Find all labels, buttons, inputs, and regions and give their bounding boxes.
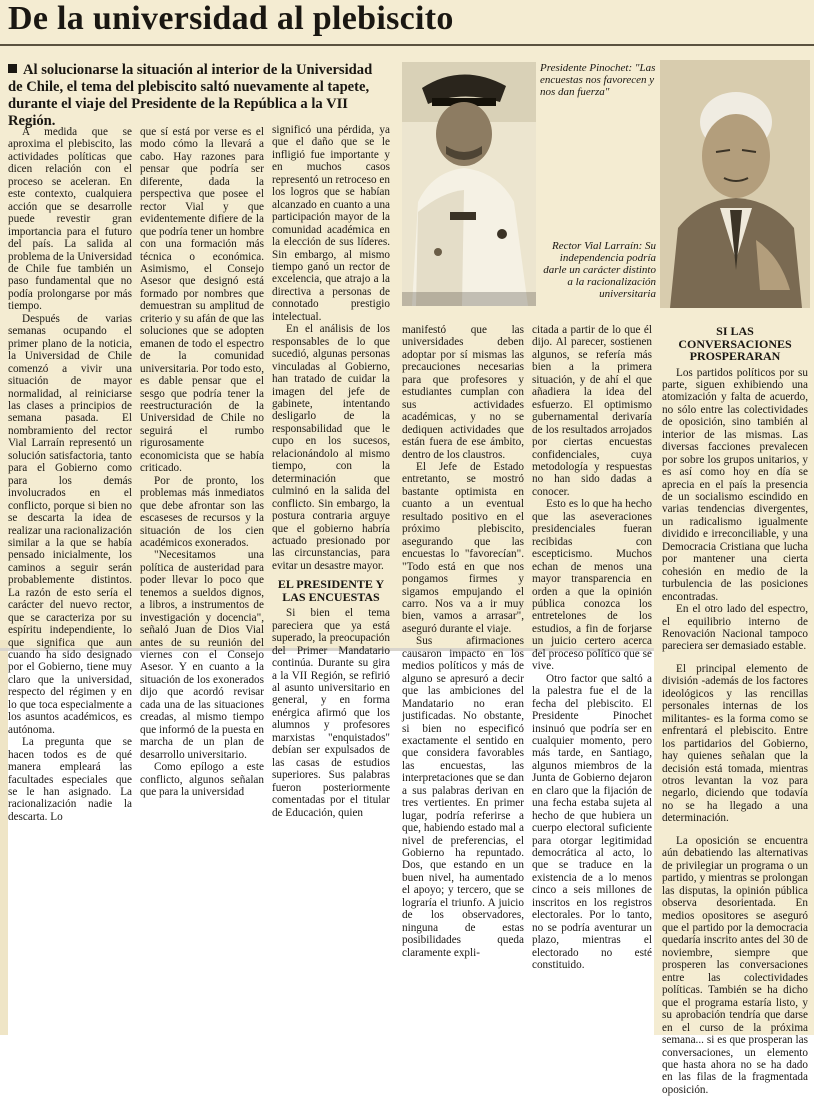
- article-column-2: [140, 126, 264, 798]
- paragraph: Esto es lo que ha hecho que las aseveraciones presidenciales fueran recibidas con escepticismo. Muchos echan de menos una mayor transparencia en orden a que la opinión pública conozca los entretelones de los estudios, a fin de forjarse un juicio certero acerca del proceso político que se vive.: [532, 498, 652, 673]
- clipping-left-strip: [0, 640, 8, 1035]
- paragraph: Otro factor que saltó a la palestra fue el de la fecha del plebiscito. El Presidente Pinochet insinuó que podría ser en cualquier momento, pero más tarde, en Santiago, algunos miembros de la Junta de Gobierno dejaron en claro que la fijación de una fecha estaba sujeta al hecho de que hubiera un cuerpo electoral suficiente para otorgar legitimidad democrática al acto, lo que se traduce en la existencia de a lo menos cinco a seis millones de inscritos en los registros electorales. Por lo tanto, no se podría aventurar un plazo, mientras el electorado no esté constituido.: [532, 672, 652, 972]
- section-heading-encuestas: EL PRESIDENTE Y LAS ENCUESTAS: [277, 577, 385, 604]
- photo-pinochet-image: [402, 62, 536, 306]
- lead-square-bullet-icon: [8, 64, 17, 73]
- lead-text: Al solucionarse la situación al interior de la Universidad de Chile, el tema del plebiscito saltó nuevamente al tapete, durante el viaje del Presidente de la República a la VII Región.: [8, 62, 373, 129]
- paragraph: Sus afirmaciones causaron impacto en los medios políticos y más de alguno se apresuró a decir que las ambiciones del Mandatario no eran justificadas. No obstante, si bien no especificó exactamente el sentido en que considera favorables las encuestas, las interpretaciones que se dan a sus palabras derivan en tres vertientes. En primer lugar, podría referirse a que, habiendo estado mal a nivel de preferencias, el Gobierno ha repuntado. Dos, que estando en un buen nivel, ha aumentado el apoyo; y tercero, que se lograría el triunfo. A juicio de los observadores, ninguna de estas posibilidades queda claramente expli-: [402, 635, 524, 959]
- section-heading-conversaciones: SI LAS CONVERSACIONES PROSPERARAN: [678, 324, 792, 363]
- article-column-3: [272, 124, 390, 819]
- photo-vial-larrain-image: [660, 60, 810, 308]
- headline-rule: [0, 44, 814, 46]
- article-lead: [8, 62, 388, 130]
- paragraph: Como epílogo a este conflicto, algunos señalan que para la universidad: [140, 761, 264, 799]
- caption-pinochet: Presidente Pinochet: "Las encuestas nos favorecen y nos dan fuerza": [540, 62, 656, 98]
- paragraph: La pregunta que se hacen todos es de qué manera empleará las facultades especiales que se le han asignado. La racionalización nadie la descarta. Lo: [8, 736, 132, 823]
- photo-pinochet: [402, 62, 536, 306]
- paragraph: Los partidos políticos por su parte, siguen exhibiendo una atomización y falta de acuerdo, no sólo entre las colectividades de oposición, sino también al interior de las mismas. Las diversas facciones prevalecen por sobre los grupos unitarios, y es así como hoy en día se aprecia en el país la presencia de un socialismo escindido en varias tendencias divergentes, un radicalismo igualmente dividido e irreconciliable, y una Democracia Cristiana que lucha por mantener una cierta cohesión en medio de la turbulencia de las posiciones encontradas.: [662, 366, 808, 603]
- paragraph: Por de pronto, los problemas más inmediatos que debe afrontar son las escaseses de recursos y la situación de los cien académicos exonerados.: [140, 474, 264, 549]
- paragraph: "Necesitamos una política de austeridad para poder llevar lo poco que tenemos a sueldos dignos, a libros, a instrumentos de investigación y docencia", señaló Juan de Dios Vial antes de su reunión del viernes con el Consejo Asesor. Y en cuanto a la situación de los exonerados dijo que acordó revisar cada una de las situaciones creadas, al mismo tiempo que informó de la puesta en marcha de un plan de desarrollo universitario.: [140, 549, 264, 761]
- article-column-4: [402, 324, 524, 959]
- paragraph: Después de varias semanas ocupando el primer plano de la noticia, la Universidad de Chile comenzó a vivir una situación de mayor normalidad, al reiniciarse las clases a principios de semana pasada. El nombramiento del rector Vial Larraín representó un solución satisfactoria, tanto para el Gobierno como para los demás involucrados en el conflicto, porque si bien no se descarta la idea de realizar una racionalización similar a la que se había pensado inicialmente, los caminos a seguir serán probablemente distintos. La razón de esto sería el carácter del nuevo rector, que se caracteriza por su espíritu independiente, lo que significa que aun cuando ha sido designado por el Gobierno, tiene muy claro que la universidad, respecto del régimen y en lo que toca especialmente a los asuntos académicos, es autónoma.: [8, 312, 132, 736]
- photo-vial-larrain: [660, 60, 810, 308]
- paragraph: Si bien el tema pareciera que ya está superado, la preocupación del Primer Mandatario continúa. Durante su gira a la VII Región, se refirió al asunto universitario en general, y en forma enérgica afirmó que los alumnos y profesores marxistas "enquistados" debían ser expulsados de las casas de estudios superiores. Sus palabras fueron posteriormente comentadas por el titular de Educación, quien: [272, 607, 390, 819]
- article-headline: De la universidad al plebiscito: [8, 0, 454, 37]
- paragraph: En el otro lado del espectro, el equilibrio interno de Renovación Nacional tampoco pareciera ser demasiado estable.: [662, 603, 808, 653]
- article-column-6: [662, 325, 808, 1096]
- paragraph: El principal elemento de división -además de los factores ideológicos y las rencillas personales internas de los militantes- es la forma como se enfrentará el plebiscito. Entre los partidarios del Gobierno, hay quienes señalan que la decisión está tomada, mientras otros levantan la voz para negarlo, diciendo que todavía no se ha llegado a una determinación.: [662, 662, 808, 825]
- paragraph: La oposición se encuentra aún debatiendo las alternativas de privilegiar un programa o un partido, y mientras se prolongan las disputas, la opinión pública observa desorientada. En medios opositores se aseguró que el partido por la democracia quedaría inscrito antes del 30 de noviembre, siempre que prosperen las conversaciones entre las colectividades políticas. También se ha dicho que el programa estaría listo, y su aprobación tendría que darse en el curso de la próxima semana... si es que prosperan las conversaciones, un elemento que hasta ahora no se ha dado en las filas de la fragmentada oposición.: [662, 834, 808, 1096]
- paragraph: significó una pérdida, ya que el daño que se le infligió fue importante y en muchos casos representó un retroceso en los logros que se habían alcanzado en cuanto a una participación mayor de la comunidad académica en la elección de sus líderes. Sin embargo, al mismo tiempo ganó un rector de excelencia, que atrajo a la directiva a personas de connotado prestigio intelectual.: [272, 124, 390, 323]
- paragraph: manifestó que las universidades deben adoptar por sí mismas las precauciones necesarias para que profesores y estudiantes cumplan con sus actividades académicas, y no se dediquen actividades que están fuera de ese ámbito, dentro de los claustros.: [402, 324, 524, 461]
- paragraph: citada a partir de lo que él dijo. Al parecer, sostienen algunos, se refería más bien a la primera situación, y de ahí el que añadiera la idea del esfuerzo. El optimismo gubernamental derivaría de los resultados arrojados por ciertas encuestas confidenciales, cuya metodología y respuestas no han sido dadas a conocer.: [532, 324, 652, 498]
- article-column-5: [532, 324, 652, 972]
- caption-vial: Rector Vial Larraín: Su independencia podría darle un carácter distinto a la racionalización universitaria: [543, 240, 656, 300]
- paragraph: A medida que se aproxima el plebiscito, las actividades políticas que dicen relación con el proceso se aceleran. En este contexto, cualquiera acción que se desarrolle puede revestir gran importancia para el futuro del país. La salida al problema de la Universidad de Chile fue también un paso fundamental que no podía prolongarse por más tiempo.: [8, 126, 132, 313]
- paragraph: El Jefe de Estado entretanto, se mostró bastante optimista en cuanto a un eventual resultado positivo en el próximo plebiscito, asegurando que las encuestas lo "favorecían". "Todo está en que nos pongamos firmes y sigamos empujando el carro. Nos va a ir muy bien, vamos a arrasar", aseguró durante el viaje.: [402, 460, 524, 635]
- paragraph: En el análisis de los responsables de lo que sucedió, algunas personas vinculadas al Gobierno, han tratado de cuidar la imagen del jefe de gabinete, intentando desligarlo de la responsabilidad que le cupo en los sucesos, relacionándolo al mismo tiempo, con la determinación que culminó en la salida del conflicto. Sin embargo, la postura contraria arguye que el gobierno habría actuado presionado por las circunstancias, para evitar un desastre mayor.: [272, 323, 390, 572]
- paragraph: que sí está por verse es el modo cómo la llevará a cabo. Hay razones para pensar que podría ser diferente, dada la perspectiva que posee el rector Vial y que evidentemente difiere de la que podría tener un hombre con una formación más técnica o económica. Asimismo, el Consejo Asesor que designó está formado por nombres que demuestran su amplitud de criterio y su afán de que las soluciones que se adopten emanen de todo el espectro de la comunidad universitaria. Por todo esto, es dable pensar que el sesgo que podría tener la reestructuración de la Universidad de Chile no seguirá el rumbo rigurosamente economicista que se había criticado.: [140, 126, 264, 475]
- article-column-1: [8, 126, 132, 823]
